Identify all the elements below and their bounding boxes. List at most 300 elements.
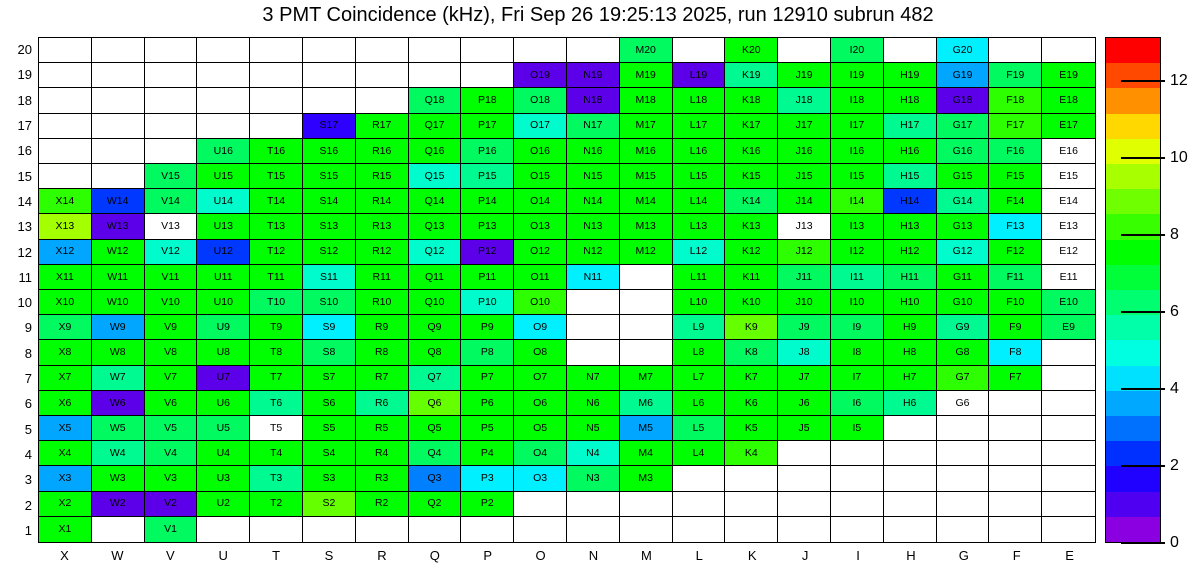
cell-F19: F19 — [989, 63, 1042, 88]
cell-empty-L1 — [673, 517, 726, 542]
cell-O4: O4 — [514, 441, 567, 466]
cell-O18: O18 — [514, 88, 567, 113]
cell-empty-O1 — [514, 517, 567, 542]
cell-I8: I8 — [831, 340, 884, 365]
cell-O15: O15 — [514, 164, 567, 189]
cell-I19: I19 — [831, 63, 884, 88]
cell-S13: S13 — [303, 214, 356, 239]
cell-R3: R3 — [356, 466, 409, 491]
x-tick-M: M — [640, 548, 652, 563]
cell-N13: N13 — [567, 214, 620, 239]
cell-V9: V9 — [145, 315, 198, 340]
cell-U14: U14 — [197, 189, 250, 214]
cell-T2: T2 — [250, 492, 303, 517]
cell-empty-J2 — [778, 492, 831, 517]
cell-N18: N18 — [567, 88, 620, 113]
cell-L12: L12 — [673, 240, 726, 265]
colorbar-segment-14 — [1106, 164, 1160, 189]
cell-H19: H19 — [884, 63, 937, 88]
cell-T14: T14 — [250, 189, 303, 214]
cell-U6: U6 — [197, 391, 250, 416]
cell-L18: L18 — [673, 88, 726, 113]
cell-N5: N5 — [567, 416, 620, 441]
x-tick-Q: Q — [429, 548, 440, 563]
cell-empty-J4 — [778, 441, 831, 466]
y-tick-8: 8 — [24, 345, 32, 361]
cell-empty-V20 — [145, 38, 198, 63]
cell-Q11: Q11 — [409, 265, 462, 290]
cell-H15: H15 — [884, 164, 937, 189]
cell-V11: V11 — [145, 265, 198, 290]
cell-T3: T3 — [250, 466, 303, 491]
y-tick-3: 3 — [24, 472, 32, 488]
cell-U9: U9 — [197, 315, 250, 340]
y-tick-15: 15 — [17, 168, 32, 184]
cell-S12: S12 — [303, 240, 356, 265]
cell-S15: S15 — [303, 164, 356, 189]
cell-empty-I3 — [831, 466, 884, 491]
cell-S7: S7 — [303, 366, 356, 391]
cell-E12: E12 — [1042, 240, 1095, 265]
cell-empty-E3 — [1042, 466, 1095, 491]
cell-I14: I14 — [831, 189, 884, 214]
x-tick-K: K — [747, 548, 757, 563]
cell-L15: L15 — [673, 164, 726, 189]
colorbar-segment-0 — [1106, 517, 1160, 542]
cell-N7: N7 — [567, 366, 620, 391]
cell-X13: X13 — [39, 214, 92, 239]
cell-Q2: Q2 — [409, 492, 462, 517]
cell-K13: K13 — [725, 214, 778, 239]
cell-P9: P9 — [461, 315, 514, 340]
cell-J8: J8 — [778, 340, 831, 365]
cell-empty-R19 — [356, 63, 409, 88]
colorbar-segment-16 — [1106, 114, 1160, 139]
cell-empty-V17 — [145, 114, 198, 139]
cell-V1: V1 — [145, 517, 198, 542]
cell-I11: I11 — [831, 265, 884, 290]
x-tick-X: X — [60, 548, 69, 563]
cell-N11: N11 — [567, 265, 620, 290]
cell-empty-E2 — [1042, 492, 1095, 517]
cell-K15: K15 — [725, 164, 778, 189]
y-tick-11: 11 — [18, 269, 32, 285]
colorbar-segment-4 — [1106, 416, 1160, 441]
cell-empty-H2 — [884, 492, 937, 517]
cell-V7: V7 — [145, 366, 198, 391]
cell-N6: N6 — [567, 391, 620, 416]
cell-empty-M9 — [620, 315, 673, 340]
cell-N14: N14 — [567, 189, 620, 214]
x-tick-G: G — [958, 548, 969, 563]
cell-H9: H9 — [884, 315, 937, 340]
colorbar-tick-2 — [1121, 465, 1165, 467]
cell-S3: S3 — [303, 466, 356, 491]
cell-V8: V8 — [145, 340, 198, 365]
cell-L13: L13 — [673, 214, 726, 239]
cell-T8: T8 — [250, 340, 303, 365]
x-tick-E: E — [1065, 548, 1074, 563]
cell-F16: F16 — [989, 139, 1042, 164]
cell-S8: S8 — [303, 340, 356, 365]
cell-R17: R17 — [356, 114, 409, 139]
cell-K7: K7 — [725, 366, 778, 391]
cell-T9: T9 — [250, 315, 303, 340]
y-tick-10: 10 — [17, 295, 32, 311]
cell-empty-I2 — [831, 492, 884, 517]
cell-empty-W17 — [92, 114, 145, 139]
cell-U3: U3 — [197, 466, 250, 491]
cell-X5: X5 — [39, 416, 92, 441]
cell-L19: L19 — [673, 63, 726, 88]
cell-empty-G4 — [937, 441, 990, 466]
cell-G16: G16 — [937, 139, 990, 164]
cell-W2: W2 — [92, 492, 145, 517]
colorbar-segment-1 — [1106, 492, 1160, 517]
cell-O6: O6 — [514, 391, 567, 416]
cell-I15: I15 — [831, 164, 884, 189]
cell-H10: H10 — [884, 290, 937, 315]
cell-empty-U19 — [197, 63, 250, 88]
cell-X14: X14 — [39, 189, 92, 214]
x-tick-L: L — [695, 548, 703, 563]
y-tick-18: 18 — [17, 92, 32, 108]
cell-G8: G8 — [937, 340, 990, 365]
cell-E14: E14 — [1042, 189, 1095, 214]
colorbar-label-2: 2 — [1170, 457, 1179, 475]
cell-S11: S11 — [303, 265, 356, 290]
cell-T11: T11 — [250, 265, 303, 290]
cell-N12: N12 — [567, 240, 620, 265]
cell-I13: I13 — [831, 214, 884, 239]
cell-J7: J7 — [778, 366, 831, 391]
colorbar-label-10: 10 — [1170, 149, 1188, 167]
cell-M12: M12 — [620, 240, 673, 265]
cell-empty-K2 — [725, 492, 778, 517]
cell-K11: K11 — [725, 265, 778, 290]
cell-Q12: Q12 — [409, 240, 462, 265]
cell-empty-X19 — [39, 63, 92, 88]
y-tick-5: 5 — [24, 421, 32, 437]
cell-R6: R6 — [356, 391, 409, 416]
colorbar-tick-12 — [1121, 80, 1165, 82]
cell-T12: T12 — [250, 240, 303, 265]
cell-M6: M6 — [620, 391, 673, 416]
cell-K9: K9 — [725, 315, 778, 340]
cell-Q9: Q9 — [409, 315, 462, 340]
cell-empty-I4 — [831, 441, 884, 466]
cell-empty-X15 — [39, 164, 92, 189]
cell-W6: W6 — [92, 391, 145, 416]
cell-G10: G10 — [937, 290, 990, 315]
x-tick-I: I — [856, 548, 860, 563]
cell-E9: E9 — [1042, 315, 1095, 340]
cell-empty-S18 — [303, 88, 356, 113]
cell-empty-E7 — [1042, 366, 1095, 391]
cell-R13: R13 — [356, 214, 409, 239]
cell-O17: O17 — [514, 114, 567, 139]
cell-P6: P6 — [461, 391, 514, 416]
cell-W12: W12 — [92, 240, 145, 265]
cell-empty-F5 — [989, 416, 1042, 441]
cell-empty-W19 — [92, 63, 145, 88]
cell-M13: M13 — [620, 214, 673, 239]
cell-W9: W9 — [92, 315, 145, 340]
cell-W8: W8 — [92, 340, 145, 365]
colorbar-tick-0 — [1121, 542, 1165, 544]
colorbar-segment-8 — [1106, 315, 1160, 340]
colorbar-segment-15 — [1106, 139, 1160, 164]
cell-X8: X8 — [39, 340, 92, 365]
cell-empty-T20 — [250, 38, 303, 63]
cell-H14: H14 — [884, 189, 937, 214]
cell-X4: X4 — [39, 441, 92, 466]
cell-Q13: Q13 — [409, 214, 462, 239]
cell-empty-X16 — [39, 139, 92, 164]
cell-empty-X20 — [39, 38, 92, 63]
cell-H16: H16 — [884, 139, 937, 164]
cell-K8: K8 — [725, 340, 778, 365]
cell-T16: T16 — [250, 139, 303, 164]
cell-V3: V3 — [145, 466, 198, 491]
cell-empty-F20 — [989, 38, 1042, 63]
cell-V2: V2 — [145, 492, 198, 517]
cell-S14: S14 — [303, 189, 356, 214]
cell-P3: P3 — [461, 466, 514, 491]
cell-O11: O11 — [514, 265, 567, 290]
cell-empty-H5 — [884, 416, 937, 441]
cell-P17: P17 — [461, 114, 514, 139]
cell-P12: P12 — [461, 240, 514, 265]
y-tick-12: 12 — [17, 244, 32, 260]
x-tick-N: N — [588, 548, 599, 563]
cell-M19: M19 — [620, 63, 673, 88]
cell-L8: L8 — [673, 340, 726, 365]
cell-L6: L6 — [673, 391, 726, 416]
cell-empty-S1 — [303, 517, 356, 542]
cell-empty-R1 — [356, 517, 409, 542]
cell-J14: J14 — [778, 189, 831, 214]
cell-J6: J6 — [778, 391, 831, 416]
cell-O8: O8 — [514, 340, 567, 365]
cell-W4: W4 — [92, 441, 145, 466]
cell-empty-H4 — [884, 441, 937, 466]
cell-H17: H17 — [884, 114, 937, 139]
cell-X11: X11 — [39, 265, 92, 290]
cell-P11: P11 — [461, 265, 514, 290]
cell-empty-N20 — [567, 38, 620, 63]
cell-R7: R7 — [356, 366, 409, 391]
colorbar-segment-3 — [1106, 441, 1160, 466]
x-tick-T: T — [272, 548, 281, 563]
cell-E17: E17 — [1042, 114, 1095, 139]
cell-Q3: Q3 — [409, 466, 462, 491]
colorbar-segment-11 — [1106, 240, 1160, 265]
cell-X9: X9 — [39, 315, 92, 340]
cell-G12: G12 — [937, 240, 990, 265]
cell-empty-F1 — [989, 517, 1042, 542]
cell-K4: K4 — [725, 441, 778, 466]
cell-H12: H12 — [884, 240, 937, 265]
y-tick-20: 20 — [17, 42, 32, 58]
cell-V14: V14 — [145, 189, 198, 214]
cell-J16: J16 — [778, 139, 831, 164]
cell-P13: P13 — [461, 214, 514, 239]
y-tick-6: 6 — [24, 396, 32, 412]
cell-empty-M8 — [620, 340, 673, 365]
cell-S4: S4 — [303, 441, 356, 466]
cell-P15: P15 — [461, 164, 514, 189]
cell-U5: U5 — [197, 416, 250, 441]
cell-J19: J19 — [778, 63, 831, 88]
cell-F17: F17 — [989, 114, 1042, 139]
cell-M3: M3 — [620, 466, 673, 491]
cell-E16: E16 — [1042, 139, 1095, 164]
cell-empty-H3 — [884, 466, 937, 491]
colorbar-tick-10 — [1121, 157, 1165, 159]
cell-empty-G3 — [937, 466, 990, 491]
cell-G9: G9 — [937, 315, 990, 340]
x-tick-P: P — [483, 548, 493, 563]
cell-K12: K12 — [725, 240, 778, 265]
cell-X10: X10 — [39, 290, 92, 315]
cell-T4: T4 — [250, 441, 303, 466]
cell-P4: P4 — [461, 441, 514, 466]
colorbar-segment-10 — [1106, 265, 1160, 290]
cell-R9: R9 — [356, 315, 409, 340]
cell-K14: K14 — [725, 189, 778, 214]
y-tick-17: 17 — [17, 118, 32, 134]
cell-S5: S5 — [303, 416, 356, 441]
x-tick-V: V — [165, 548, 175, 563]
cell-N3: N3 — [567, 466, 620, 491]
cell-I6: I6 — [831, 391, 884, 416]
cell-E15: E15 — [1042, 164, 1095, 189]
y-tick-13: 13 — [17, 219, 32, 235]
y-tick-16: 16 — [17, 143, 32, 159]
cell-P10: P10 — [461, 290, 514, 315]
x-tick-W: W — [111, 548, 124, 563]
cell-U12: U12 — [197, 240, 250, 265]
colorbar-segment-6 — [1106, 366, 1160, 391]
cell-J13: J13 — [778, 214, 831, 239]
cell-G20: G20 — [937, 38, 990, 63]
y-tick-1: 1 — [24, 522, 32, 538]
cell-I9: I9 — [831, 315, 884, 340]
cell-V15: V15 — [145, 164, 198, 189]
cell-G14: G14 — [937, 189, 990, 214]
colorbar-segment-2 — [1106, 466, 1160, 491]
cell-J17: J17 — [778, 114, 831, 139]
cell-J15: J15 — [778, 164, 831, 189]
cell-F8: F8 — [989, 340, 1042, 365]
cell-X1: X1 — [39, 517, 92, 542]
cell-F14: F14 — [989, 189, 1042, 214]
cell-X3: X3 — [39, 466, 92, 491]
cell-empty-T19 — [250, 63, 303, 88]
cell-empty-U1 — [197, 517, 250, 542]
cell-S17: S17 — [303, 114, 356, 139]
cell-empty-G2 — [937, 492, 990, 517]
cell-V13: V13 — [145, 214, 198, 239]
cell-empty-F6 — [989, 391, 1042, 416]
cell-U16: U16 — [197, 139, 250, 164]
cell-empty-N9 — [567, 315, 620, 340]
cell-F9: F9 — [989, 315, 1042, 340]
cell-empty-U20 — [197, 38, 250, 63]
cell-empty-U17 — [197, 114, 250, 139]
cell-M4: M4 — [620, 441, 673, 466]
cell-G15: G15 — [937, 164, 990, 189]
cell-N16: N16 — [567, 139, 620, 164]
cell-T6: T6 — [250, 391, 303, 416]
cell-O7: O7 — [514, 366, 567, 391]
cell-O5: O5 — [514, 416, 567, 441]
cell-U15: U15 — [197, 164, 250, 189]
cell-empty-T18 — [250, 88, 303, 113]
cell-W3: W3 — [92, 466, 145, 491]
cell-P8: P8 — [461, 340, 514, 365]
colorbar-segment-5 — [1106, 391, 1160, 416]
cell-I17: I17 — [831, 114, 884, 139]
cell-empty-N8 — [567, 340, 620, 365]
cell-E11: E11 — [1042, 265, 1095, 290]
cell-I12: I12 — [831, 240, 884, 265]
cell-O14: O14 — [514, 189, 567, 214]
cell-empty-J20 — [778, 38, 831, 63]
cell-J5: J5 — [778, 416, 831, 441]
cell-empty-H1 — [884, 517, 937, 542]
cell-empty-G5 — [937, 416, 990, 441]
cell-P7: P7 — [461, 366, 514, 391]
cell-L4: L4 — [673, 441, 726, 466]
cell-empty-M11 — [620, 265, 673, 290]
cell-M5: M5 — [620, 416, 673, 441]
cell-H11: H11 — [884, 265, 937, 290]
cell-J9: J9 — [778, 315, 831, 340]
colorbar-label-12: 12 — [1170, 72, 1188, 90]
cell-empty-Q19 — [409, 63, 462, 88]
cell-Q14: Q14 — [409, 189, 462, 214]
cell-F13: F13 — [989, 214, 1042, 239]
cell-empty-P20 — [461, 38, 514, 63]
cell-P16: P16 — [461, 139, 514, 164]
cell-empty-J1 — [778, 517, 831, 542]
cell-G7: G7 — [937, 366, 990, 391]
cell-V4: V4 — [145, 441, 198, 466]
cell-F12: F12 — [989, 240, 1042, 265]
cell-G17: G17 — [937, 114, 990, 139]
cell-S16: S16 — [303, 139, 356, 164]
cell-H8: H8 — [884, 340, 937, 365]
cell-U13: U13 — [197, 214, 250, 239]
cell-X6: X6 — [39, 391, 92, 416]
cell-Q8: Q8 — [409, 340, 462, 365]
cell-Q5: Q5 — [409, 416, 462, 441]
cell-I20: I20 — [831, 38, 884, 63]
cell-empty-U18 — [197, 88, 250, 113]
colorbar-segment-7 — [1106, 340, 1160, 365]
cell-L14: L14 — [673, 189, 726, 214]
cell-L10: L10 — [673, 290, 726, 315]
cell-R4: R4 — [356, 441, 409, 466]
cell-empty-V16 — [145, 139, 198, 164]
cell-empty-K1 — [725, 517, 778, 542]
cell-X12: X12 — [39, 240, 92, 265]
y-tick-4: 4 — [24, 446, 32, 462]
cell-Q4: Q4 — [409, 441, 462, 466]
cell-empty-W1 — [92, 517, 145, 542]
